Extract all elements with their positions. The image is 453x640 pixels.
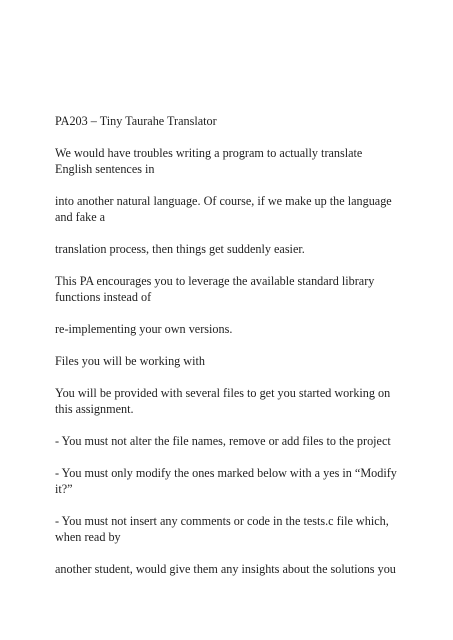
paragraph-intro-3: translation process, then things get suddenly easier. bbox=[55, 242, 305, 256]
rule-item-tests-comments: - You must not insert any comments or code in the tests.c file which, when read by bbox=[55, 514, 389, 544]
paragraph-intro-1: We would have troubles writing a program to actually translate English sentences in bbox=[55, 146, 363, 176]
rule-item-tests-comments-cont: another student, would give them any insights about the solutions you bbox=[55, 562, 396, 576]
document-body bbox=[55, 113, 400, 593]
rule-item-file-names: - You must not alter the file names, remove or add files to the project bbox=[55, 434, 391, 448]
paragraph-library-2: re-implementing your own versions. bbox=[55, 322, 233, 336]
section-heading-files: Files you will be working with bbox=[55, 354, 205, 368]
paragraph-library-1: This PA encourages you to leverage the available standard library functions instead of bbox=[55, 274, 375, 304]
paragraph-files-intro: You will be provided with several files to get you started working on this assignment. bbox=[55, 386, 391, 416]
paragraph-intro-2: into another natural language. Of course, if we make up the language and fake a bbox=[55, 194, 392, 224]
rule-item-modify: - You must only modify the ones marked below with a yes in “Modify it?” bbox=[55, 466, 397, 496]
document-title: PA203 – Tiny Taurahe Translator bbox=[55, 114, 217, 128]
